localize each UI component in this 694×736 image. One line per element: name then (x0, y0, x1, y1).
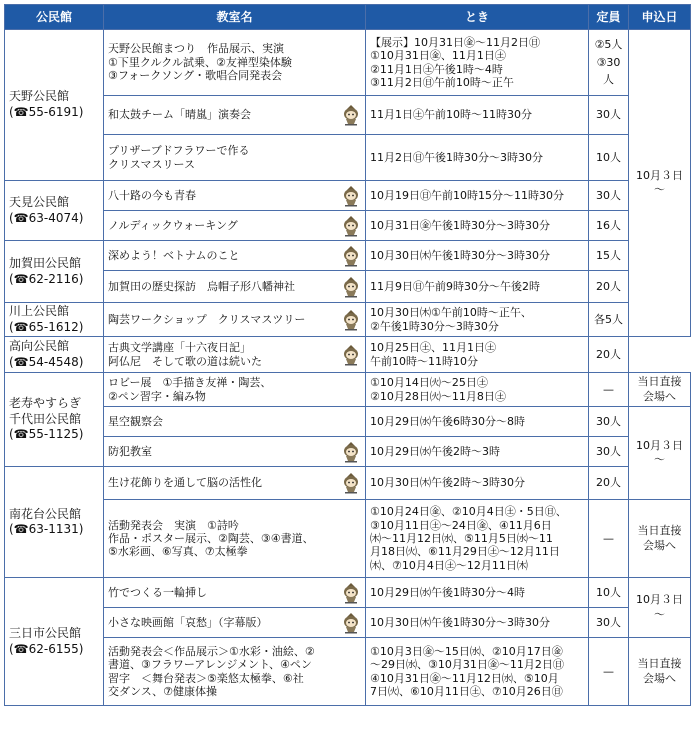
apply-cell: 10月３日 ～ (629, 407, 691, 500)
hall-name: 高向公民館 (9, 339, 70, 354)
table-row (5, 96, 691, 135)
table-row (5, 578, 691, 608)
capacity-cell (589, 96, 629, 135)
capacity-cell (589, 578, 629, 608)
when-cell: ①10月3日㊎～15日㈬、②10月17日㊎ ～29日㈬、③10月31日㊎～11月2日㊐ ④10月31日㊎～11月12日㈬、⑤10月 7日㈫、⑥10月11日㊏、⑦10月26日㊐ (366, 638, 589, 706)
capacity-cell (589, 407, 629, 437)
class-title: ノルディックウォーキング (108, 218, 238, 232)
header-class: 教室名 (104, 5, 366, 30)
table-row (5, 608, 691, 638)
class-cell (104, 467, 366, 500)
hall-phone: (☎55-6191) (9, 105, 84, 119)
class-cell (104, 96, 366, 135)
capacity-value: 10人 (596, 585, 621, 599)
class-title: 防犯教室 (108, 444, 152, 458)
class-title: 古典文学講座「十六夜日記」 阿仏尼 そして歌の道は続いた (108, 341, 262, 368)
header-when: とき (366, 5, 589, 30)
capacity-cell (589, 303, 629, 337)
class-cell (104, 578, 366, 608)
hall-phone: (☎65-1612) (9, 319, 84, 334)
when-cell: 10月30日㈭午後1時30分～3時30分 (366, 608, 589, 638)
capacity-value: — (603, 664, 614, 678)
apply-cell: 当日直接 会場へ (629, 373, 691, 407)
when-cell: 11月2日㊐午後1時30分～3時30分 (366, 135, 589, 181)
class-title: 加賀田の歴史探訪 烏帽子形八幡神社 (108, 279, 295, 293)
table-row (5, 30, 691, 96)
mascot-icon (341, 215, 361, 237)
capacity-value: 30人 (596, 444, 621, 458)
table-row (5, 467, 691, 500)
when-cell: 【展示】10月31日㊎～11月2日㊐ ①10月31日㊎、11月1日㊏ ②11月1日㊏午後1時～4時 ③11月2日㊐午前10時～正午 (366, 30, 589, 96)
class-title: 活動発表会 実演 ①詩吟 作品・ポスター展示、②陶芸、③④書道、 ⑤水彩画、⑥写真、⑦太極拳 (108, 518, 314, 559)
capacity-value: 20人 (596, 279, 621, 293)
class-cell (104, 407, 366, 437)
header-row (5, 5, 691, 30)
class-cell (104, 271, 366, 303)
table-row (5, 407, 691, 437)
when-cell: 10月25日㊏、11月1日㊏ 午前10時～11時10分 (366, 337, 589, 373)
apply-cell: 当日直接 会場へ (629, 500, 691, 578)
class-cell (104, 638, 366, 706)
hall-name: 老寿やすらぎ 千代田公民館 (9, 396, 82, 426)
header-capacity: 定員 (589, 5, 629, 30)
capacity-value: 20人 (596, 476, 621, 490)
mascot-icon (341, 245, 361, 267)
mascot-icon (341, 185, 361, 207)
capacity-cell (589, 500, 629, 578)
class-cell (104, 337, 366, 373)
mascot-icon (341, 309, 361, 331)
class-title: 深めよう！ベトナムのこと (108, 248, 240, 262)
capacity-value: — (603, 382, 614, 396)
mascot-icon (341, 104, 361, 126)
capacity-value: 30人 (596, 615, 621, 629)
capacity-cell (589, 337, 629, 373)
hall-phone: (☎62-2116) (9, 271, 84, 286)
class-cell (104, 500, 366, 578)
hall-name: 三日市公民館 (9, 626, 82, 641)
when-cell: ①10月24日㊎、②10月4日㊏・5日㊐、 ③10月11日㊏～24日㊎、④11月6日 ㈭～11月12日㈬、⑤11月5日㈬～11 月18日㈫、⑥11月29日㊏～12月11日 ㈭、⑦10月4日㊏～12月11日㈭ (366, 500, 589, 578)
table-row (5, 373, 691, 407)
hall-phone: (☎63-4074) (9, 210, 84, 225)
hall-name: 川上公民館 (9, 304, 70, 318)
capacity-value: 20人 (596, 347, 621, 361)
hall-phone: (☎54-4548) (9, 354, 84, 369)
class-title: 和太鼓チーム「晴嵐」演奏会 (108, 108, 251, 122)
capacity-value: ②5人 (594, 38, 623, 52)
capacity-value: 10人 (596, 150, 621, 164)
when-cell: 10月30日㈭午後1時30分～3時30分 (366, 241, 589, 271)
class-title: 竹でつくる一輪挿し (108, 585, 207, 599)
hall-phone: (☎62-6155) (9, 641, 84, 656)
capacity-value: ③30人 (596, 55, 621, 87)
when-cell: 10月29日㈬午後1時30分～4時 (366, 578, 589, 608)
class-cell (104, 135, 366, 181)
capacity-value: 30人 (596, 108, 621, 122)
mascot-icon (341, 582, 361, 604)
hall-name: 天見公民館 (9, 194, 70, 209)
hall-cell (5, 467, 104, 578)
class-title: 星空観察会 (108, 414, 163, 428)
hall-cell (5, 30, 104, 181)
schedule-table (4, 4, 691, 706)
capacity-cell (589, 241, 629, 271)
capacity-cell (589, 437, 629, 467)
capacity-cell (589, 467, 629, 500)
header-apply: 申込日 (629, 5, 691, 30)
when-cell: 10月30日㈭①午前10時～正午、 ②午後1時30分～3時30分 (366, 303, 589, 337)
table-row (5, 500, 691, 578)
table-row (5, 337, 691, 373)
mascot-icon (341, 441, 361, 463)
capacity-value: 各5人 (594, 312, 623, 326)
capacity-cell (589, 373, 629, 407)
capacity-cell (589, 30, 629, 96)
table-row (5, 181, 691, 211)
hall-name: 天野公民館 (9, 89, 70, 104)
capacity-cell (589, 135, 629, 181)
class-title: 活動発表会＜作品展示＞①水彩・油絵、② 書道、③フラワーアレンジメント、④ペン 習字 ＜舞台発表＞⑤楽悠太極拳、⑥社 交ダンス、⑦健康体操 (108, 644, 315, 699)
table-row (5, 638, 691, 706)
hall-cell (5, 373, 104, 467)
table-row (5, 271, 691, 303)
when-cell: 10月19日㊐午前10時15分～11時30分 (366, 181, 589, 211)
when-cell: 11月9日㊐午前9時30分～午後2時 (366, 271, 589, 303)
class-title: 生け花飾りを通して脳の活性化 (108, 476, 262, 490)
when-cell: ①10月14日㈫～25日㊏ ②10月28日㈫～11月8日㊏ (366, 373, 589, 407)
capacity-value: 16人 (596, 218, 621, 232)
class-title: 八十路の今も青春 (108, 188, 196, 202)
class-title: ロビー展 ①手描き友禅・陶芸、 ②ペン習字・編み物 (108, 376, 272, 403)
class-cell (104, 608, 366, 638)
hall-phone: (☎55-1125) (9, 427, 84, 442)
table-row (5, 135, 691, 181)
class-title: 小さな映画館「哀愁」（字幕版） (108, 615, 268, 629)
class-cell (104, 303, 366, 337)
hall-cell (5, 578, 104, 706)
class-cell (104, 241, 366, 271)
mascot-icon (341, 276, 361, 298)
hall-name: 南花台公民館 (9, 506, 82, 521)
apply-cell: 10月３日 ～ (629, 30, 691, 337)
hall-cell (5, 303, 104, 337)
table-row (5, 241, 691, 271)
hall-cell (5, 337, 104, 373)
class-cell (104, 181, 366, 211)
table-row (5, 211, 691, 241)
capacity-cell (589, 608, 629, 638)
class-title: プリザーブドフラワーで作る クリスマスリース (108, 144, 250, 171)
capacity-value: 30人 (596, 414, 621, 428)
capacity-value: 15人 (596, 248, 621, 262)
capacity-cell (589, 271, 629, 303)
table-row (5, 303, 691, 337)
mascot-icon (341, 472, 361, 494)
class-cell (104, 373, 366, 407)
hall-cell (5, 181, 104, 241)
capacity-cell (589, 211, 629, 241)
when-cell: 10月29日㈬午後2時～3時 (366, 437, 589, 467)
mascot-icon (341, 612, 361, 634)
header-hall: 公民館 (5, 5, 104, 30)
table-row (5, 437, 691, 467)
hall-cell (5, 241, 104, 303)
when-cell: 11月1日㊏午前10時～11時30分 (366, 96, 589, 135)
hall-name: 加賀田公民館 (9, 255, 82, 270)
when-cell: 10月31日㊎午後1時30分～3時30分 (366, 211, 589, 241)
class-cell (104, 211, 366, 241)
capacity-cell (589, 638, 629, 706)
capacity-value: — (603, 531, 614, 545)
class-cell (104, 30, 366, 96)
when-cell: 10月29日㈬午後6時30分～8時 (366, 407, 589, 437)
apply-cell: 当日直接 会場へ (629, 638, 691, 706)
class-title: 陶芸ワークショップ クリスマスツリー (108, 312, 306, 326)
when-cell: 10月30日㈭午後2時～3時30分 (366, 467, 589, 500)
apply-cell: 10月３日 ～ (629, 578, 691, 638)
class-cell (104, 437, 366, 467)
mascot-icon (341, 344, 361, 366)
class-title: 天野公民館まつり 作品展示、実演 ①下里クルクル試乗、②友禅型染体験 ③フォークソング・歌唱合同発表会 (108, 42, 292, 83)
capacity-cell (589, 181, 629, 211)
capacity-value: 30人 (596, 188, 621, 202)
hall-phone: (☎63-1131) (9, 522, 84, 537)
